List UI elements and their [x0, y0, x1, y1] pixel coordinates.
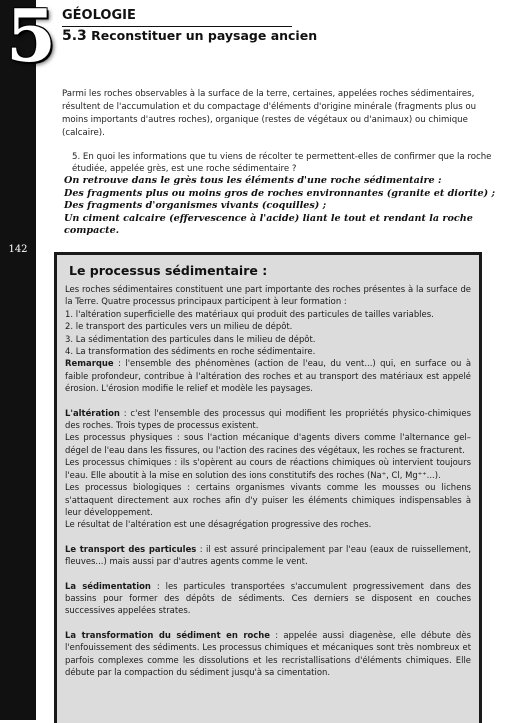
header-rule — [62, 26, 292, 27]
subsection-title — [62, 28, 317, 44]
sedimentation — [65, 580, 471, 617]
box-list-item: 2. le transport des particules vers un milieu de dépôt. — [65, 321, 293, 332]
box-text: Les processus biologiques : certains organismes vivants comme les mousses ou lichens s'attaquent directement aux roches afin d'y puiser les éléments chimiques indispensables à leur développement. — [65, 482, 471, 517]
box-list-item: 1. l'altération superficielle des matériaux qui produit des particules de tailles variables. — [65, 308, 434, 319]
answer-line: Un ciment calcaire (effervescence à l'acide) liant le tout et rendant la roche compacte. — [64, 212, 473, 237]
box-text: Les processus physiques : sous l'action mécanique d'agents divers comme l'alternance gel–dégel de l'eau dans les fissures, ou l'action des racines des végétaux, les roches se fracturent. — [65, 432, 471, 455]
transport — [65, 543, 471, 568]
remark — [65, 357, 471, 394]
answer-line: Des fragments d'organismes vivants (coquilles) ; — [64, 200, 327, 212]
sedimentation-text: : les particules transportées s'accumulent progressivement dans des bassins pour former des dépôts de sédiments. Ces derniers se disposent en couches successives appelées strates. — [65, 580, 471, 616]
question — [72, 151, 492, 175]
transformation-label: La transformation du sédiment en roche — [65, 629, 271, 640]
box-list-item: 4. La transformation des sédiments en roche sédimentaire. — [65, 346, 316, 357]
answer-line: On retrouve dans le grès tous les éléments d'une roche sédimentaire : — [64, 175, 442, 186]
info-box-body — [65, 283, 471, 678]
transformation-text: : appelée aussi diagenèse, elle débute dès l'enfouissement des sédiments. Les processus chimiques et mécaniques sont très nombreux et parfois complexes comme les dissolutions et les recristallisations d'éléments chimiques. Elle débute par la compaction du sédiment jusqu'à sa cimentation. — [65, 629, 471, 677]
chapter-number: 5 — [6, 0, 57, 78]
transport-text: : il est assuré principalement par l'eau (eaux de ruissellement, fleuves...) mais aussi par d'autres agents comme le vent. — [65, 543, 471, 567]
sedimentation-label: La sédimentation — [65, 580, 151, 591]
handwritten-answer — [64, 175, 504, 238]
remark-label: Remarque — [65, 358, 114, 369]
info-box-title: Le processus sédimentaire : — [69, 263, 268, 278]
alteration-text: : c'est l'ensemble des processus qui modifient les propriétés physico-chimiques des roches. Trois types de processus existent. — [65, 407, 471, 431]
subsection-number: 5.3 — [62, 28, 87, 44]
section-title: GÉOLOGIE — [62, 8, 136, 23]
box-text: Les roches sédimentaires constituent une part importante des roches présentes à la surface de la Terre. Quatre processus principaux participent à leur formation : — [65, 284, 471, 307]
box-text: Le résultat de l'altération est une désagrégation progressive des roches. — [65, 519, 372, 530]
intro-paragraph: Parmi les roches observables à la surface de la terre, certaines, appelées roches sédimentaires, résultent de l'accumulation et du compactage d'éléments d'origine minérale (fragments plus ou moins importants d'autres roches), organique (restes de végétaux ou d'animaux) ou chimique (calcaire). — [62, 89, 477, 138]
page-number: 142 — [8, 244, 28, 255]
box-list-item: 3. La sédimentation des particules dans le milieu de dépôt. — [65, 333, 316, 344]
answer-line: Des fragments plus ou moins gros de roches environnantes (granite et diorite) ; — [64, 187, 496, 199]
transport-label: Le transport des particules — [65, 543, 197, 554]
question-line: 5. En quoi les informations que tu viens de récolter te permettent-elles de confirmer que la roche — [72, 152, 492, 162]
question-line: étudiée, appelée grès, est une roche sédimentaire ? — [72, 164, 297, 174]
transformation — [65, 629, 471, 679]
remark-text: : l'ensemble des phénomènes (action de l'eau, du vent...) qui, en surface ou à faible profondeur, contribue à l'altération des roches et au transport des matériaux est appelé érosion. L'érosion modifie le relief et modèle les paysages. — [65, 358, 471, 394]
info-box — [54, 252, 482, 723]
alteration — [65, 407, 471, 432]
alteration-label: L'altération — [65, 407, 120, 418]
left-sidebar — [0, 0, 36, 720]
box-text: Les processus chimiques : ils s'opèrent au cours de réactions chimiques où intervient toujours l'eau. Elle aboutit à la mise en solution des ions constitutifs des roches (Na⁺, Cl, Mg⁺⁺...). — [65, 457, 471, 480]
subsection-title-text: Reconstituer un paysage ancien — [91, 28, 318, 43]
